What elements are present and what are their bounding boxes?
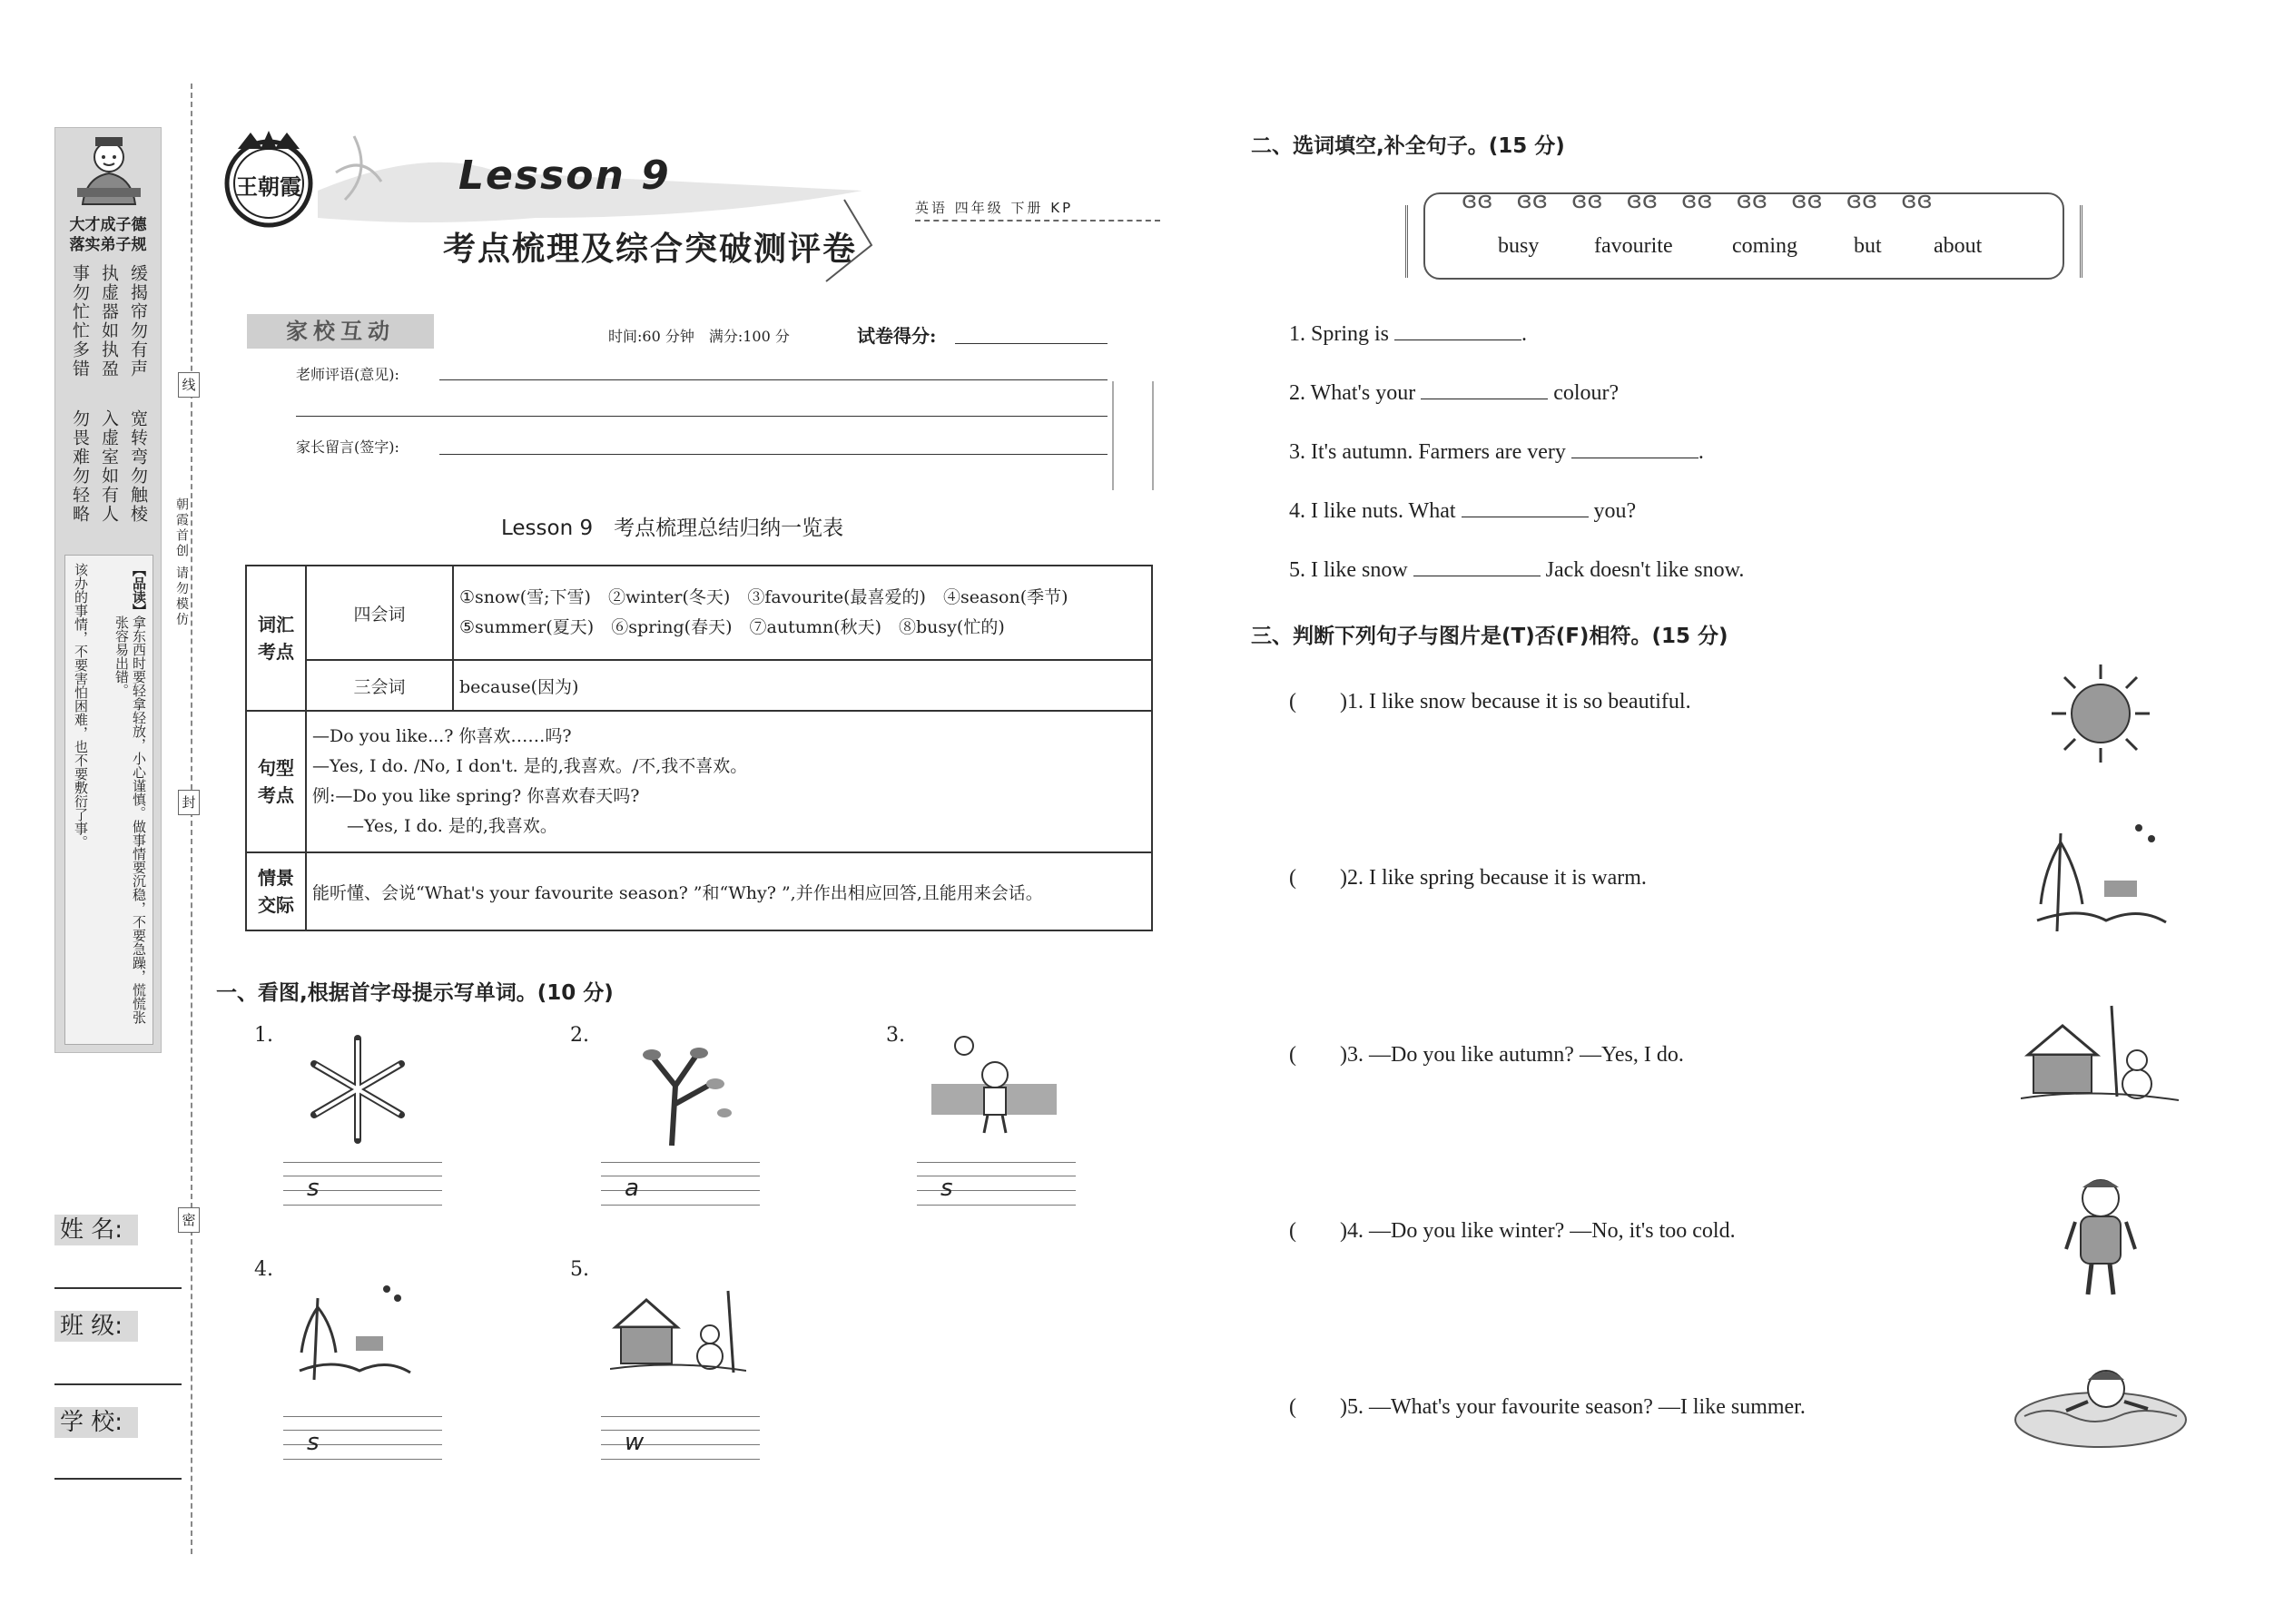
- letter-hint: s: [307, 1175, 320, 1202]
- swimming-boy-icon: [2012, 1356, 2190, 1456]
- name-label: 姓 名:: [54, 1215, 138, 1245]
- word-bank-ornament: [1405, 205, 1423, 278]
- logo-text: 王朝霞: [236, 173, 301, 200]
- letter-hint: a: [625, 1175, 639, 1202]
- question-number: 5.: [570, 1258, 589, 1281]
- summary-table: [245, 565, 1153, 931]
- reading-box: [64, 555, 153, 1045]
- cut-mark: 线: [178, 372, 200, 398]
- four-skill-line: ①snow(雪;下雪) ②winter(冬天) ③favourite(最喜爱的) ④season(季节): [459, 587, 1068, 607]
- four-skill-words: [453, 566, 1152, 660]
- vocab-category: 词汇考点: [246, 566, 306, 711]
- reading-text: 拿东西时要轻拿轻放，小心谨慎。做事情要沉稳，不要急躁，慌慌张张容易出错。: [113, 615, 147, 1024]
- context-category: 情景交际: [246, 852, 306, 930]
- parent-message-label: 家长留言(签字):: [296, 438, 399, 456]
- summary-title: Lesson 9 考点梳理总结归纳一览表: [501, 517, 844, 540]
- answer-lines[interactable]: [601, 1162, 760, 1218]
- letter-hint: s: [940, 1175, 953, 1202]
- answer-lines[interactable]: [283, 1162, 442, 1218]
- sun-icon: [2048, 661, 2153, 766]
- parent-message-field[interactable]: [439, 454, 1108, 455]
- proverb-column: 缓揭帘勿有声: [128, 264, 148, 379]
- mascot-icon: [74, 133, 144, 206]
- word-bank-item: but: [1854, 234, 1882, 258]
- autumn-tree-icon: [617, 1031, 735, 1147]
- answer-lines[interactable]: [601, 1416, 760, 1472]
- teacher-comment-field[interactable]: [296, 416, 1108, 417]
- word-bank-item: favourite: [1594, 234, 1673, 258]
- tf-question[interactable]: ( )2. I like spring because it is warm.: [1289, 866, 1647, 890]
- answer-lines[interactable]: [283, 1416, 442, 1472]
- reading-label: 【品读】: [131, 563, 147, 617]
- four-skill-line: ⑤summer(夏天) ⑥spring(春天) ⑦autumn(秋天) ⑧busy(忙的): [459, 617, 1005, 637]
- name-field[interactable]: [54, 1287, 182, 1289]
- teacher-comment-label: 老师评语(意见):: [296, 366, 399, 383]
- class-field[interactable]: [54, 1383, 182, 1385]
- word-bank-item: busy: [1498, 234, 1540, 258]
- proverb-column: 事勿忙忙多错: [70, 264, 90, 379]
- context-content: 能听懂、会说“What's your favourite season? ”和“Why? ”,并作出相应回答,且能用来会话。: [306, 852, 1152, 930]
- proverb-column: 勿畏难勿轻略: [70, 409, 90, 524]
- pattern-content: [306, 711, 1152, 852]
- lesson-title: Lesson 9: [458, 153, 671, 199]
- part2-heading: 二、选词填空,补全句子。(15 分): [1251, 134, 1565, 158]
- meta-underline: [915, 220, 1160, 221]
- answer-lines[interactable]: [917, 1162, 1076, 1218]
- winter-house-icon: [610, 1273, 746, 1385]
- question-number: 4.: [254, 1258, 273, 1281]
- score-field[interactable]: [955, 343, 1108, 344]
- class-label: 班 级:: [54, 1311, 138, 1342]
- proverb-column: 入虚室如有人: [99, 409, 119, 524]
- pattern-category: 句型考点: [246, 711, 306, 852]
- pattern-line: —Yes, I do. /No, I don't. 是的,我喜欢。/不,我不喜欢。: [312, 756, 748, 776]
- spring-scene-icon: [296, 1271, 414, 1383]
- pattern-line: —Do you like...? 你喜欢……吗?: [312, 726, 572, 746]
- decorative-bracket: [1112, 381, 1154, 490]
- motto-line-2: 落实弟子规: [69, 236, 147, 254]
- motto-line-1: 大才成子德: [69, 216, 147, 234]
- word-bank-item: coming: [1732, 234, 1797, 258]
- exam-title: 考点梳理及综合突破测评卷: [443, 230, 858, 268]
- question-number: 1.: [254, 1024, 273, 1047]
- tf-question[interactable]: ( )1. I like snow because it is so beautiful.: [1289, 690, 1691, 714]
- sidebar-panel: [54, 127, 162, 1053]
- tf-question[interactable]: ( )3. —Do you like autumn? —Yes, I do.: [1289, 1043, 1684, 1067]
- home-school-badge: 家校互动: [247, 314, 434, 349]
- fill-sentence: 5. I like snow Jack doesn't like snow.: [1289, 558, 1745, 582]
- four-skill-label: 四会词: [306, 566, 453, 660]
- winter-house-icon: [2021, 997, 2179, 1113]
- teacher-comment-field[interactable]: [439, 379, 1108, 380]
- word-bank-ornament: [2064, 205, 2082, 278]
- ribbon-decoration-icon: [318, 118, 917, 300]
- time-info: 时间:60 分钟 满分:100 分: [608, 328, 790, 345]
- part1-heading: 一、看图,根据首字母提示写单词。(10 分): [216, 981, 614, 1005]
- pattern-line: —Yes, I do. 是的,我喜欢。: [312, 816, 557, 836]
- cut-line: [191, 84, 192, 1554]
- fill-sentence: 4. I like nuts. What you?: [1289, 499, 1637, 523]
- reading-text: 该办的事情，不要害怕困难，也不要敷衍了事。: [73, 563, 89, 849]
- snowflake-icon: [300, 1031, 416, 1147]
- proverb-column: 执虚器如执盈: [99, 264, 119, 379]
- side-note: 朝霞首创 请勿模仿: [174, 497, 189, 628]
- cut-mark: 密: [178, 1207, 200, 1233]
- cut-mark: 封: [178, 790, 200, 815]
- three-skill-words: because(因为): [453, 660, 1152, 711]
- letter-hint: s: [307, 1429, 320, 1456]
- question-number: 3.: [886, 1024, 905, 1047]
- subject-meta: 英语 四年级 下册 KP: [915, 200, 1074, 216]
- summer-boy-icon: [928, 1028, 1060, 1135]
- part3-heading: 三、判断下列句子与图片是(T)否(F)相符。(15 分): [1251, 625, 1728, 648]
- score-label: 试卷得分:: [857, 325, 937, 347]
- pattern-line: 例:—Do you like spring? 你喜欢春天吗?: [312, 786, 640, 806]
- spring-scene-icon: [2033, 806, 2170, 935]
- word-bank: ɞɞ ɞɞ ɞɞ ɞɞ ɞɞ ɞɞ ɞɞ ɞɞ ɞɞ busy favourite coming but about: [1423, 192, 2064, 280]
- school-field[interactable]: [54, 1478, 182, 1480]
- fill-sentence: 1. Spring is .: [1289, 322, 1528, 346]
- three-skill-label: 三会词: [306, 660, 453, 711]
- tf-question[interactable]: ( )5. —What's your favourite season? —I like summer.: [1289, 1395, 1806, 1419]
- word-bank-item: about: [1934, 234, 1983, 258]
- proverb-column: 宽转弯勿触棱: [128, 409, 148, 524]
- cold-boy-icon: [2057, 1171, 2144, 1298]
- fill-sentence: 3. It's autumn. Farmers are very .: [1289, 440, 1704, 464]
- letter-hint: w: [625, 1429, 645, 1456]
- tf-question[interactable]: ( )4. —Do you like winter? —No, it's too cold.: [1289, 1219, 1736, 1243]
- school-label: 学 校:: [54, 1407, 138, 1438]
- question-number: 2.: [570, 1024, 589, 1047]
- fill-sentence: 2. What's your colour?: [1289, 381, 1620, 405]
